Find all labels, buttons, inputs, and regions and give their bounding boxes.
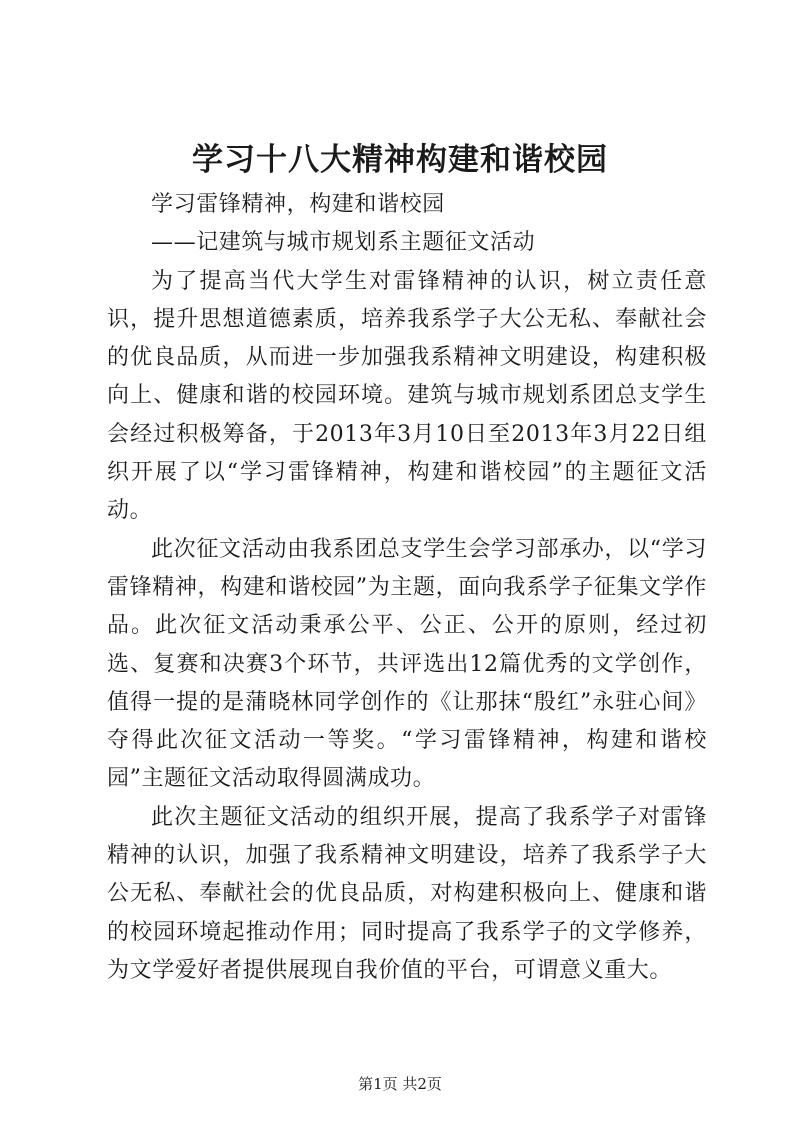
paragraph-3: 此次主题征文活动的组织开展，提高了我系学子对雷锋精神的认识，加强了我系精神文明建设，培养了我系学子大公无私、奉献社会的优良品质，对构建积极向上、健康和谐的校园环境起推动作用；同时提高了我系学子的文学修养，为文学爱好者提供展现自我价值的平台，可谓意义重大。 — [107, 804, 707, 983]
page-number: 第1页 共2页 — [358, 1075, 442, 1093]
paragraph-2: 此次征文活动由我系团总支学生会学习部承办，以“学习雷锋精神，构建和谐校园”为主题，面向我系学子征集文学作品。此次征文活动秉承公平、公正、公开的原则，经过初选、复赛和决赛3个环节，共评选出12篇优秀的文学创作，值得一提的是蒲晓林同学创作的《让那抹“殷红”永驻心间》夺得此次征文活动一等奖。“学习雷锋精神，构建和谐校园”主题征文活动取得圆满成功。 — [107, 536, 707, 792]
document-body — [107, 186, 707, 990]
document-title: 学习十八大精神构建和谐校园 — [192, 142, 608, 178]
paragraph-1: 为了提高当代大学生对雷锋精神的认识，树立责任意识，提升思想道德素质，培养我系学子大公无私、奉献社会的优良品质，从而进一步加强我系精神文明建设，构建积极向上、健康和谐的校园环境。建筑与城市规划系团总支学生会经过积极筹备，于2013年3月10日至2013年3月22日组织开展了以“学习雷锋精神，构建和谐校园”的主题征文活动。 — [107, 268, 707, 524]
subtitle: 学习雷锋精神，构建和谐校园 — [151, 192, 445, 217]
byline: ——记建筑与城市规划系主题征文活动 — [151, 230, 536, 256]
page-footer — [0, 1074, 800, 1094]
